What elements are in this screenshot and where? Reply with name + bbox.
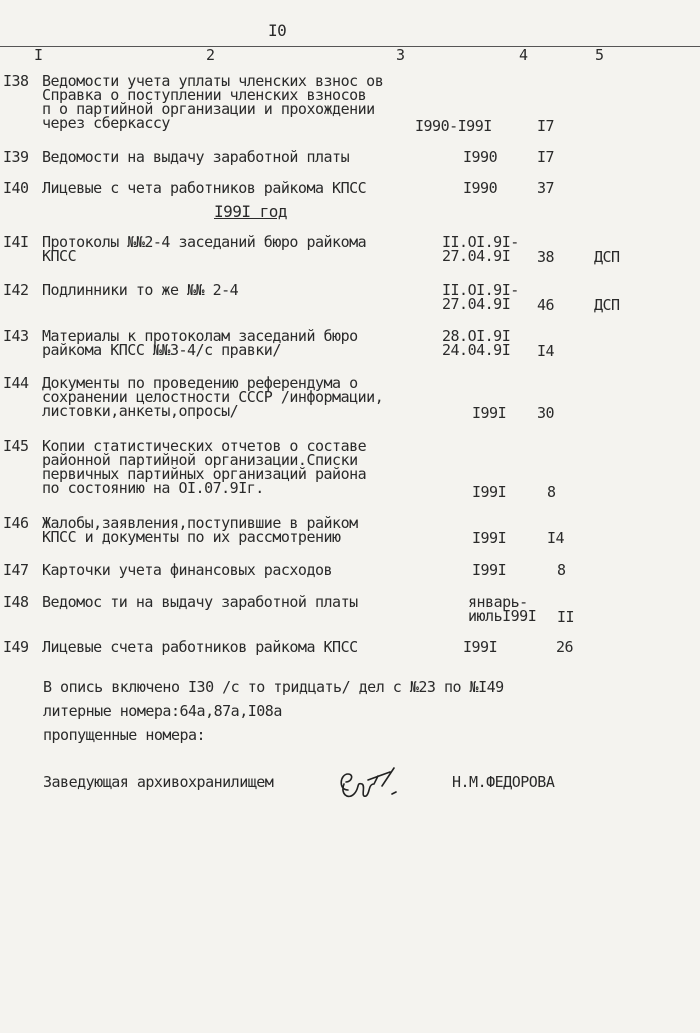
row-date: I99I [472,404,507,422]
row-count: 8 [557,561,566,579]
row-date: 28.OI.9I 24.04.9I [442,327,511,359]
row-description: Протоколы №№2-4 заседаний бюро райкома КПСС [42,233,367,265]
row-number: I40 [3,179,29,197]
row-count: I7 [537,117,555,135]
row-number: I45 [3,437,29,455]
row-date: I99I [472,483,507,501]
row-date: I990-I99I [415,117,492,135]
row-description: Документы по проведению референдума о сохранении целостности СССР /информации, листовки,анкеты,опросы/ [42,374,384,420]
row-count: 26 [556,638,574,656]
column-header-3: 3 [396,46,405,64]
signatory-name: Н.М.ФЕДОРОВА [452,773,555,791]
row-date: I990 [463,148,498,166]
row-description: Ведомости учета уплаты членских взнос ов Справка о поступлении членских взносов п о партийной организации и прохождении через сберкассу [42,72,384,132]
row-date: II.OI.9I- 27.04.9I [442,281,519,313]
footer-lettered-numbers: литерные номера:64а,87а,I08а [43,702,282,720]
row-description: Жалобы,заявления,поступившие в райком КПСС и документы по их рассмотрению [42,514,358,546]
column-header-1: I [34,46,43,64]
row-date: I99I [472,561,507,579]
column-header-5: 5 [595,46,604,64]
row-date: I99I [463,638,498,656]
row-description: Карточки учета финансовых расходов [42,561,333,579]
column-header-2: 2 [206,46,215,64]
page-number: I0 [268,21,287,40]
row-date: январь- июльI99I [468,593,537,625]
row-number: I48 [3,593,29,611]
footer-missing-numbers: пропущенные номера: [43,726,206,744]
row-date: I99I [472,529,507,547]
row-date: I990 [463,179,498,197]
row-description: Ведомос ти на выдачу заработной платы [42,593,358,611]
row-description: Подлинники то же №№ 2-4 [42,281,239,299]
row-count: 8 [547,483,556,501]
row-note: ДСП [594,248,620,266]
row-number: I4I [3,233,29,251]
row-description: Ведомости на выдачу заработной платы [42,148,350,166]
row-count: I4 [537,342,555,360]
row-number: I46 [3,514,29,532]
row-number: I47 [3,561,29,579]
row-count: 46 [537,296,555,314]
row-count: 37 [537,179,555,197]
row-count: I4 [547,529,565,547]
row-number: I44 [3,374,29,392]
row-note: ДСП [594,296,620,314]
row-number: I42 [3,281,29,299]
row-count: II [557,608,575,626]
footer-count-line: В опись включено I30 /с то тридцать/ дел с №23 по №I49 [43,678,504,696]
row-description: Лицевые с чета работников райкома КПСС [42,179,367,197]
row-count: 30 [537,404,555,422]
row-description: Копии статистических отчетов о составе районной партийной организации.Списки первичных партийных организаций района по состоянию на OI.07.9Iг. [42,437,367,497]
row-number: I38 [3,72,29,90]
row-count: I7 [537,148,555,166]
handwritten-signature [334,760,404,808]
row-number: I43 [3,327,29,345]
signatory-title: Заведующая архивохранилищем [43,773,274,791]
row-date: II.OI.9I- 27.04.9I [442,233,519,265]
row-number: I39 [3,148,29,166]
row-description: Материалы к протоколам заседаний бюро райкома КПСС №№3-4/с правки/ [42,327,358,359]
row-count: 38 [537,248,555,266]
row-description: Лицевые счета работников райкома КПСС [42,638,358,656]
column-header-4: 4 [519,46,528,64]
year-heading: I99I год [214,202,288,221]
row-number: I49 [3,638,29,656]
